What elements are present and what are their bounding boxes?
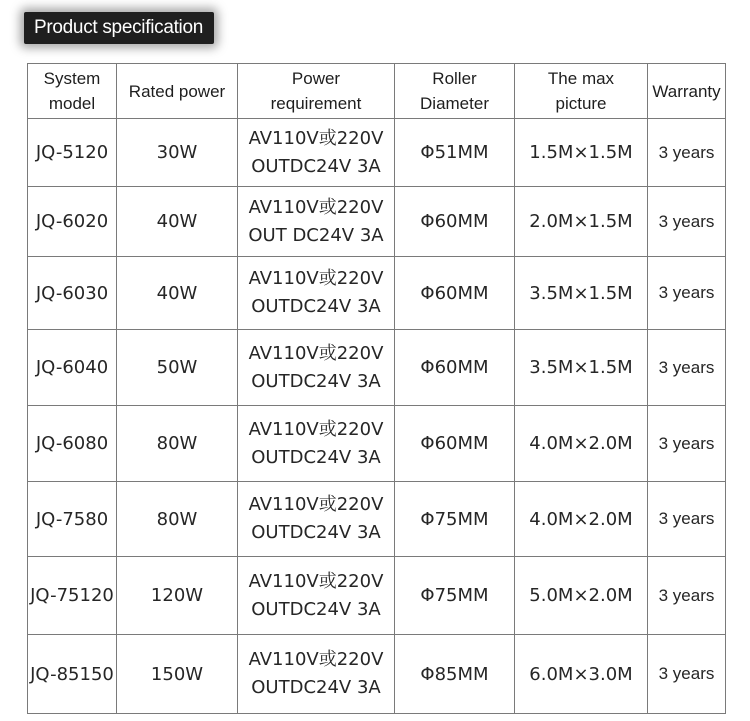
rated-power-cell: 80W bbox=[117, 406, 238, 482]
rated-power-cell: 40W bbox=[117, 187, 238, 257]
max-picture-cell: 6.0M×3.0M bbox=[515, 635, 648, 714]
rated-power-cell: 150W bbox=[117, 635, 238, 714]
model-cell: JQ-75120 bbox=[28, 557, 117, 635]
table-row bbox=[28, 482, 726, 557]
warranty-cell: 3 years bbox=[648, 257, 726, 330]
warranty-cell: 3 years bbox=[648, 557, 726, 635]
roller-diameter-cell: Φ60MM bbox=[395, 257, 515, 330]
max-picture-cell: 1.5M×1.5M bbox=[515, 119, 648, 187]
header-row bbox=[28, 64, 726, 119]
spec-table bbox=[27, 63, 726, 714]
power-requirement-cell: AV110V或220V OUTDC24V 3A bbox=[238, 557, 395, 635]
power-requirement-cell: AV110V或220V OUTDC24V 3A bbox=[238, 257, 395, 330]
warranty-cell: 3 years bbox=[648, 330, 726, 406]
power-requirement-cell: AV110V或220V OUTDC24V 3A bbox=[238, 330, 395, 406]
roller-diameter-cell: Φ85MM bbox=[395, 635, 515, 714]
power-requirement-cell: AV110V或220V OUTDC24V 3A bbox=[238, 482, 395, 557]
rated-power-cell: 30W bbox=[117, 119, 238, 187]
warranty-cell: 3 years bbox=[648, 482, 726, 557]
power-requirement-cell: AV110V或220V OUTDC24V 3A bbox=[238, 406, 395, 482]
header-power-requirement: Power requirement bbox=[238, 64, 395, 119]
model-cell: JQ-6040 bbox=[28, 330, 117, 406]
title-banner bbox=[24, 12, 214, 44]
roller-diameter-cell: Φ75MM bbox=[395, 482, 515, 557]
header-warranty: Warranty bbox=[648, 64, 726, 119]
model-cell: JQ-85150 bbox=[28, 635, 117, 714]
header-rated-power: Rated power bbox=[117, 64, 238, 119]
table-row bbox=[28, 635, 726, 714]
table-row bbox=[28, 257, 726, 330]
roller-diameter-cell: Φ51MM bbox=[395, 119, 515, 187]
rated-power-cell: 40W bbox=[117, 257, 238, 330]
roller-diameter-cell: Φ60MM bbox=[395, 187, 515, 257]
model-cell: JQ-5120 bbox=[28, 119, 117, 187]
warranty-cell: 3 years bbox=[648, 119, 726, 187]
model-cell: JQ-6080 bbox=[28, 406, 117, 482]
model-cell: JQ-7580 bbox=[28, 482, 117, 557]
rated-power-cell: 80W bbox=[117, 482, 238, 557]
table-row bbox=[28, 330, 726, 406]
rated-power-cell: 50W bbox=[117, 330, 238, 406]
roller-diameter-cell: Φ75MM bbox=[395, 557, 515, 635]
table-row bbox=[28, 406, 726, 482]
max-picture-cell: 3.5M×1.5M bbox=[515, 330, 648, 406]
power-requirement-cell: AV110V或220V OUTDC24V 3A bbox=[238, 119, 395, 187]
max-picture-cell: 4.0M×2.0M bbox=[515, 482, 648, 557]
roller-diameter-cell: Φ60MM bbox=[395, 406, 515, 482]
header-max-picture: The max picture bbox=[515, 64, 648, 119]
power-requirement-cell: AV110V或220V OUT DC24V 3A bbox=[238, 187, 395, 257]
rated-power-cell: 120W bbox=[117, 557, 238, 635]
warranty-cell: 3 years bbox=[648, 406, 726, 482]
max-picture-cell: 2.0M×1.5M bbox=[515, 187, 648, 257]
roller-diameter-cell: Φ60MM bbox=[395, 330, 515, 406]
table-row bbox=[28, 187, 726, 257]
max-picture-cell: 3.5M×1.5M bbox=[515, 257, 648, 330]
table-row bbox=[28, 119, 726, 187]
table-row bbox=[28, 557, 726, 635]
warranty-cell: 3 years bbox=[648, 187, 726, 257]
max-picture-cell: 5.0M×2.0M bbox=[515, 557, 648, 635]
warranty-cell: 3 years bbox=[648, 635, 726, 714]
max-picture-cell: 4.0M×2.0M bbox=[515, 406, 648, 482]
header-roller-diameter: Roller Diameter bbox=[395, 64, 515, 119]
header-model: System model bbox=[28, 64, 117, 119]
model-cell: JQ-6030 bbox=[28, 257, 117, 330]
page-title: Product specification bbox=[34, 17, 204, 38]
power-requirement-cell: AV110V或220V OUTDC24V 3A bbox=[238, 635, 395, 714]
model-cell: JQ-6020 bbox=[28, 187, 117, 257]
